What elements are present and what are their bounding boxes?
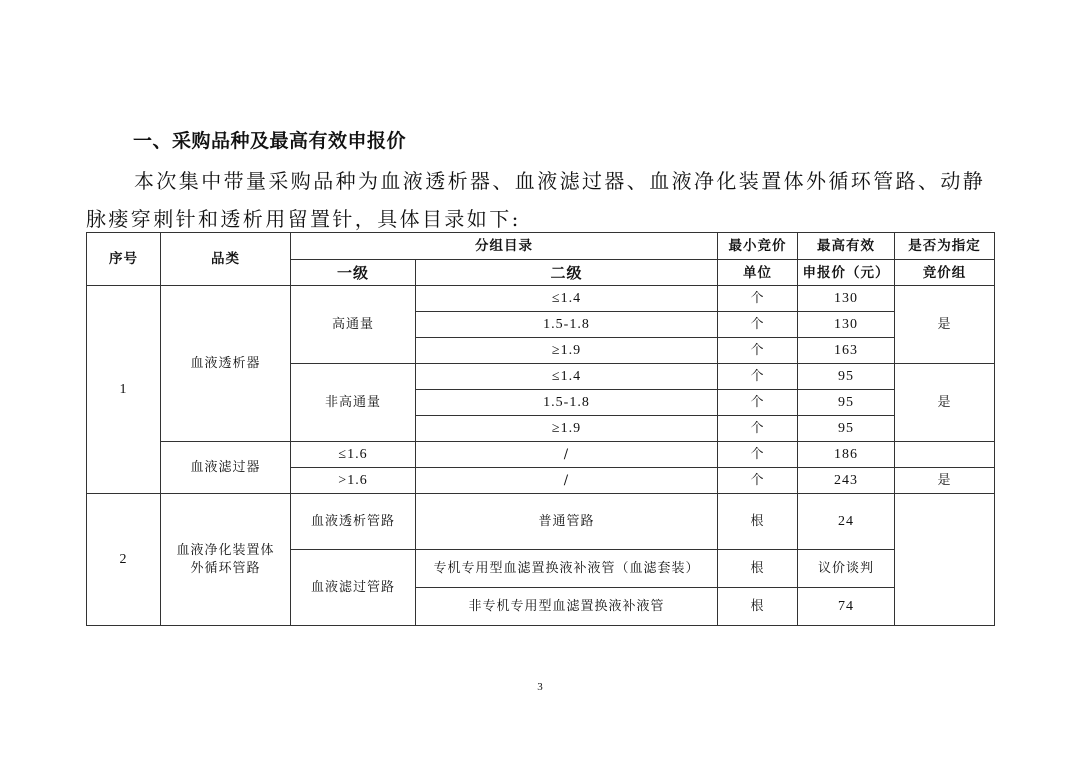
- header-price-2: 申报价（元）: [798, 260, 895, 286]
- designated-cell: [895, 494, 995, 626]
- level2-cell: ≥1.9: [416, 338, 718, 364]
- header-seq: 序号: [87, 233, 161, 286]
- intro-paragraph: 本次集中带量采购品种为血液透析器、血液滤过器、血液净化装置体外循环管路、动静脉瘘穿刺针和透析用留置针，具体目录如下:: [86, 169, 986, 231]
- category-cell: 血液滤过器: [161, 442, 291, 494]
- designated-cell: [895, 442, 995, 468]
- designated-cell: 是: [895, 364, 995, 442]
- header-price-1: 最高有效: [798, 233, 895, 260]
- section-heading: 一、采购品种及最高有效申报价: [133, 130, 407, 152]
- level2-cell: 1.5-1.8: [416, 312, 718, 338]
- header-designated-1: 是否为指定: [895, 233, 995, 260]
- level2-cell: 普通管路: [416, 494, 718, 550]
- level1-cell: ≤1.6: [291, 442, 416, 468]
- price-cell: 243: [798, 468, 895, 494]
- price-cell: 186: [798, 442, 895, 468]
- unit-cell: 个: [718, 468, 798, 494]
- table-row: [87, 494, 995, 550]
- price-cell: 24: [798, 494, 895, 550]
- table-row: [87, 442, 995, 468]
- header-category: 品类: [161, 233, 291, 286]
- price-cell: 95: [798, 416, 895, 442]
- level1-cell: >1.6: [291, 468, 416, 494]
- unit-cell: 个: [718, 312, 798, 338]
- unit-cell: 个: [718, 416, 798, 442]
- level2-cell: 专机专用型血滤置换液补液管（血滤套装）: [416, 550, 718, 588]
- unit-cell: 个: [718, 286, 798, 312]
- unit-cell: 根: [718, 588, 798, 626]
- category-line: 外循环管路: [190, 560, 261, 576]
- unit-cell: 个: [718, 442, 798, 468]
- unit-cell: 根: [718, 494, 798, 550]
- unit-cell: 个: [718, 364, 798, 390]
- header-designated-2: 竞价组: [895, 260, 995, 286]
- header-unit-2: 单位: [718, 260, 798, 286]
- level1-cell: 血液透析管路: [291, 494, 416, 550]
- page-number: 3: [537, 681, 543, 693]
- price-cell: 95: [798, 364, 895, 390]
- level2-cell: 非专机专用型血滤置换液补液管: [416, 588, 718, 626]
- level2-cell: ≥1.9: [416, 416, 718, 442]
- unit-cell: 个: [718, 390, 798, 416]
- header-level2: 二级: [416, 260, 718, 286]
- header-row-1: [87, 233, 995, 260]
- category-line: 血液净化装置体: [176, 542, 275, 558]
- catalog-table: [86, 232, 995, 626]
- level1-cell: 非高通量: [291, 364, 416, 442]
- price-cell: 95: [798, 390, 895, 416]
- level2-cell: ≤1.4: [416, 364, 718, 390]
- category-cell: 血液透析器: [161, 286, 291, 442]
- level2-cell: 1.5-1.8: [416, 390, 718, 416]
- unit-cell: 个: [718, 338, 798, 364]
- level2-cell: ≤1.4: [416, 286, 718, 312]
- category-cell: [161, 494, 291, 626]
- level1-cell: 高通量: [291, 286, 416, 364]
- level1-cell: 血液滤过管路: [291, 550, 416, 626]
- level2-cell: /: [416, 442, 718, 468]
- header-group: 分组目录: [291, 233, 718, 260]
- header-unit-1: 最小竞价: [718, 233, 798, 260]
- price-cell: 74: [798, 588, 895, 626]
- seq-cell: 1: [87, 286, 161, 494]
- unit-cell: 根: [718, 550, 798, 588]
- table-row: [87, 286, 995, 312]
- price-cell: 议价谈判: [798, 550, 895, 588]
- price-cell: 130: [798, 286, 895, 312]
- seq-cell: 2: [87, 494, 161, 626]
- level2-cell: /: [416, 468, 718, 494]
- price-cell: 130: [798, 312, 895, 338]
- header-level1: 一级: [291, 260, 416, 286]
- designated-cell: 是: [895, 468, 995, 494]
- designated-cell: 是: [895, 286, 995, 364]
- price-cell: 163: [798, 338, 895, 364]
